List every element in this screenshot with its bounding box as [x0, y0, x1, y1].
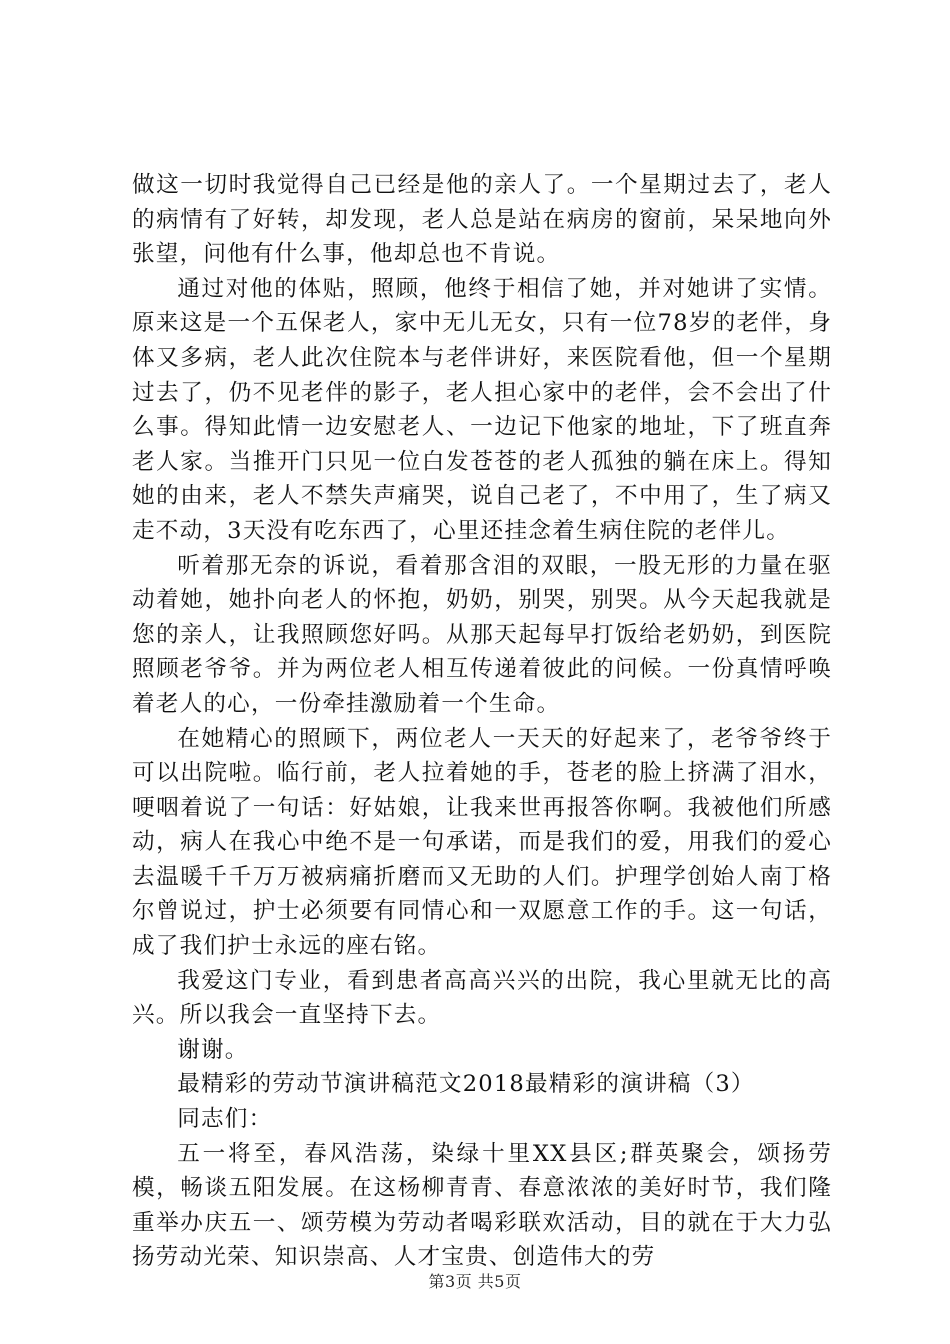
paragraph-5: 我爱这门专业，看到患者高高兴兴的出院，我心里就无比的高兴。所以我会一直坚持下去。 — [132, 967, 832, 1029]
section-title: 最精彩的劳动节演讲稿范文2018最精彩的演讲稿（3） — [177, 1071, 755, 1098]
paragraph-2: 通过对他的体贴，照顾，他终于相信了她，并对她讲了实情。原来这是一个五保老人，家中无儿无女，只有一位78岁的老伴，身体又多病，老人此次住院本与老伴讲好，来医院看他，但一个星期过去了，仍不见老伴的影子，老人担心家中的老伴，会不会出了什么事。得知此情一边安慰老人、一边记下他家的地址，下了班直奔老人家。当推开门只见一位白发苍苍的老人孤独的躺在床上。得知她的由来，老人不禁失声痛哭，说自己老了，不中用了，生了病又走不动，3天没有吃东西了，心里还挂念着生病住院的老伴儿。 — [132, 275, 832, 544]
paragraph-1: 做这一切时我觉得自己已经是他的亲人了。一个星期过去了，老人的病情有了好转，却发现，老人总是站在病房的窗前，呆呆地向外张望，问他有什么事，他却总也不肯说。 — [132, 172, 832, 268]
paragraph-3: 听着那无奈的诉说，看着那含泪的双眼，一股无形的力量在驱动着她，她扑向老人的怀抱，奶奶，别哭，别哭。从今天起我就是您的亲人，让我照顾您好吗。从那天起每早打饭给老奶奶，到医院照顾老爷爷。并为两位老人相互传递着彼此的问候。一份真情呼唤着老人的心，一份牵挂激励着一个生命。 — [132, 552, 832, 717]
page-number-footer: 第3页 共5页 — [428, 1272, 522, 1291]
paragraph-4: 在她精心的照顾下，两位老人一天天的好起来了，老爷爷终于可以出院啦。临行前，老人拉着她的手，苍老的脸上挤满了泪水，哽咽着说了一句话：好姑娘，让我来世再报答你啊。我被他们所感动，病人在我心中绝不是一句承诺，而是我们的爱，用我们的爱心去温暖千千万万被病痛折磨而又无助的人们。护理学创始人南丁格尔曾说过，护士必须要有同情心和一双愿意工作的手。这一句话，成了我们护士永远的座右铭。 — [132, 725, 832, 960]
salutation: 同志们： — [177, 1106, 273, 1133]
document-body — [132, 168, 832, 1275]
paragraph-thanks: 谢谢。 — [177, 1036, 249, 1063]
paragraph-6: 五一将至，春风浩荡，染绿十里XX县区;群英聚会，颂扬劳模，畅谈五阳发展。在这杨柳青青、春意浓浓的美好时节，我们隆重举办庆五一、颂劳模为劳动者喝彩联欢活动，目的就在于大力弘扬劳动光荣、知识崇高、人才宝贵、创造伟大的劳 — [132, 1140, 832, 1271]
